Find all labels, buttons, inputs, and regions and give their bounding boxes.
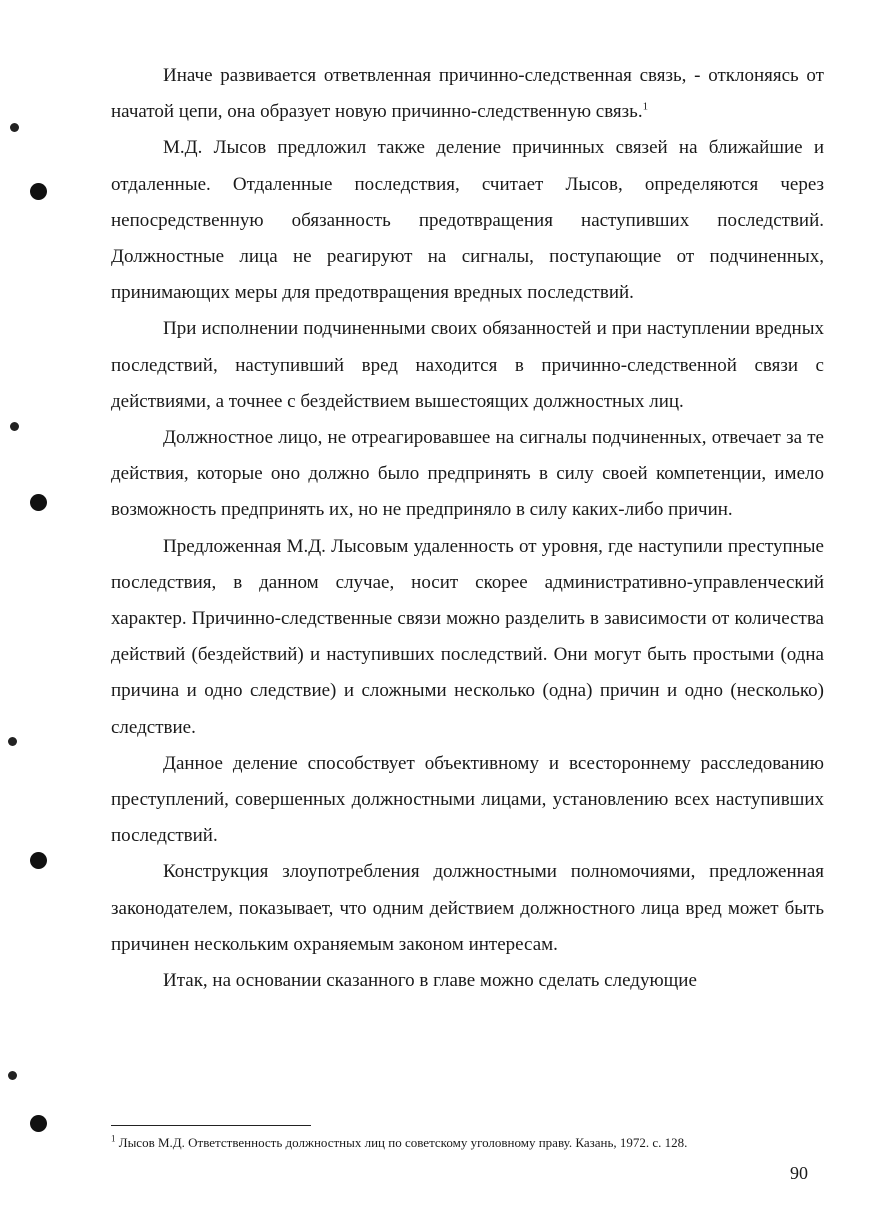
punch-hole [10, 422, 19, 431]
punch-hole [8, 1071, 17, 1080]
paragraph: Данное деление способствует объективному и всестороннему расследованию преступлений, совершенных должностными лицами, установлению всех наступивших последствий. [111, 752, 824, 847]
punch-hole [30, 183, 47, 200]
page-number: 90 [790, 1163, 808, 1183]
paragraph: Итак, на основании сказанного в главе можно сделать следующие [163, 970, 697, 992]
paragraph [111, 58, 824, 130]
paragraph: М.Д. Лысов предложил также деление причинных связей на ближайшие и отдаленные. Отдаленные последствия, считает Лысов, определяются через непосредственную обязанность предотвращения наступивших последствий. Должностные лица не реагируют на сигналы, поступающие от подчиненных, принимающих меры для предотвращения вредных последствий. [111, 137, 824, 304]
paragraph: Конструкция злоупотребления должностными полномочиями, предложенная законодателем, показывает, что одним действием должностного лица вред может быть причинен нескольким охраняемым законом интересам. [111, 861, 824, 955]
paragraph: Предложенная М.Д. Лысовым удаленность от уровня, где наступили преступные последствия, в данном случае, носит скорее административно-управленческий характер. Причинно-следственные связи можно разделить в зависимости от количества действий (бездействий) и наступивших последствий. Они могут быть простыми (одна причина и одно следствие) и сложными несколько (одна) причин и одно (несколько) следствие. [111, 535, 824, 738]
footnote [111, 1134, 824, 1152]
punch-hole [10, 123, 19, 132]
paragraph-text: Иначе развивается ответвленная причинно-следственная связь, - отклоняясь от начатой цепи, она образует новую причинно-следственную связь. [111, 65, 824, 123]
footnote-reference: 1 [642, 100, 649, 113]
footnote-separator [111, 1125, 311, 1126]
punch-hole [30, 1115, 47, 1132]
punch-hole [30, 852, 47, 869]
footnote-text: Лысов М.Д. Ответственность должностных лиц по советскому уголовному праву. Казань, 1972. с. 128. [118, 1135, 688, 1150]
punch-hole [8, 737, 17, 746]
body-text [111, 58, 824, 999]
punch-hole [30, 494, 47, 511]
paragraph: Должностное лицо, не отреагировавшее на сигналы подчиненных, отвечает за те действия, которые оно должно было предпринять в силу своей компетенции, имело возможность предпринять их, но не предприняло в силу каких-либо причин. [111, 427, 824, 521]
footnote-marker: 1 [111, 1133, 116, 1144]
paragraph: При исполнении подчиненными своих обязанностей и при наступлении вредных последствий, наступивший вред находится в причинно-следственной связи с действиями, а точнее с бездействием вышестоящих должностных лиц. [111, 318, 824, 412]
